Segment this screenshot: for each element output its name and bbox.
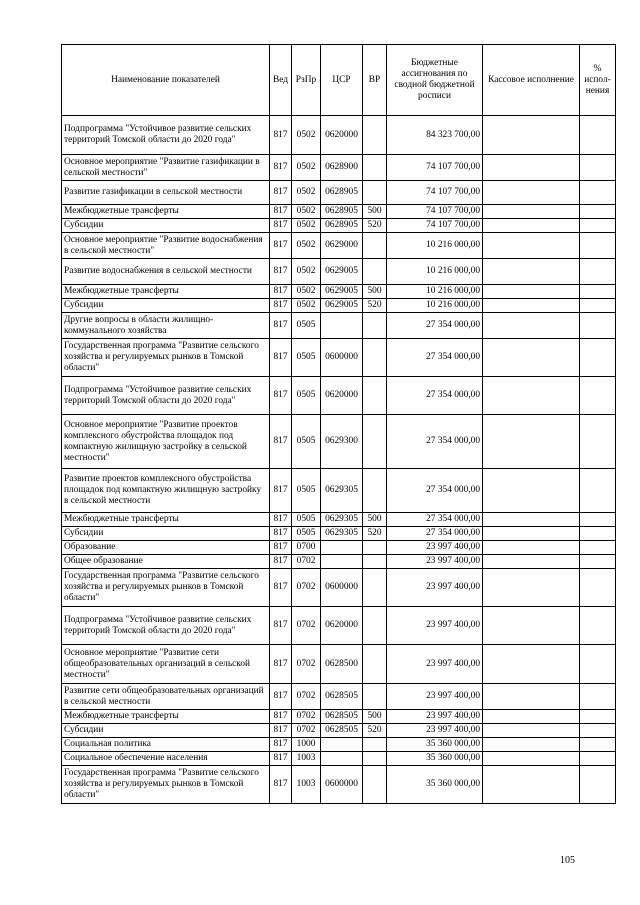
- row-rzpr-cell: 0702: [292, 645, 321, 684]
- row-rzpr-cell: 0502: [292, 259, 321, 285]
- header-ved: Вед: [270, 45, 292, 116]
- row-csr-cell: [321, 313, 363, 339]
- row-csr-cell: 0629300: [321, 415, 363, 469]
- table-row: [62, 684, 616, 710]
- row-percent-cell: [580, 219, 616, 233]
- row-ved-cell: 817: [270, 155, 292, 181]
- row-name-cell: Государственная программа "Развитие сельского хозяйства и регулируемых рынков в Томской области": [62, 339, 270, 377]
- row-rzpr-cell: 0702: [292, 724, 321, 738]
- row-amount-cell: 35 360 000,00: [387, 766, 483, 804]
- row-csr-cell: 0628505: [321, 710, 363, 724]
- row-cash-cell: [483, 155, 580, 181]
- row-vr-cell: 520: [363, 527, 387, 541]
- row-vr-cell: [363, 684, 387, 710]
- row-amount-cell: 23 997 400,00: [387, 724, 483, 738]
- row-ved-cell: 817: [270, 299, 292, 313]
- row-vr-cell: [363, 116, 387, 155]
- row-ved-cell: 817: [270, 259, 292, 285]
- row-percent-cell: [580, 205, 616, 219]
- row-name-cell: Государственная программа "Развитие сельского хозяйства и регулируемых рынков в Томской области": [62, 569, 270, 607]
- row-csr-cell: 0629000: [321, 233, 363, 259]
- row-vr-cell: [363, 469, 387, 513]
- row-name-cell: Основное мероприятие "Развитие сети общеобразовательных организаций в сельской местности": [62, 645, 270, 684]
- header-percent: % испол-нения: [580, 45, 616, 116]
- row-amount-cell: 10 216 000,00: [387, 233, 483, 259]
- row-name-cell: Развитие водоснабжения в сельской местности: [62, 259, 270, 285]
- row-rzpr-cell: 1003: [292, 766, 321, 804]
- row-rzpr-cell: 0502: [292, 219, 321, 233]
- row-vr-cell: [363, 339, 387, 377]
- row-ved-cell: 817: [270, 752, 292, 766]
- row-cash-cell: [483, 710, 580, 724]
- row-csr-cell: 0628500: [321, 645, 363, 684]
- row-percent-cell: [580, 469, 616, 513]
- row-csr-cell: 0629005: [321, 259, 363, 285]
- row-vr-cell: [363, 155, 387, 181]
- row-rzpr-cell: 0502: [292, 233, 321, 259]
- row-name-cell: Межбюджетные трансферты: [62, 205, 270, 219]
- row-percent-cell: [580, 555, 616, 569]
- row-cash-cell: [483, 607, 580, 645]
- row-ved-cell: 817: [270, 377, 292, 415]
- row-amount-cell: 27 354 000,00: [387, 313, 483, 339]
- row-percent-cell: [580, 766, 616, 804]
- row-percent-cell: [580, 155, 616, 181]
- row-ved-cell: 817: [270, 555, 292, 569]
- table-row: [62, 569, 616, 607]
- row-csr-cell: [321, 555, 363, 569]
- row-cash-cell: [483, 259, 580, 285]
- row-cash-cell: [483, 313, 580, 339]
- table-row: [62, 377, 616, 415]
- row-csr-cell: 0620000: [321, 607, 363, 645]
- row-name-cell: Развитие газификации в сельской местности: [62, 181, 270, 205]
- header-vr: ВР: [363, 45, 387, 116]
- row-rzpr-cell: 1000: [292, 738, 321, 752]
- row-percent-cell: [580, 645, 616, 684]
- row-name-cell: Социальная политика: [62, 738, 270, 752]
- row-percent-cell: [580, 752, 616, 766]
- row-csr-cell: 0628905: [321, 205, 363, 219]
- row-csr-cell: 0629305: [321, 527, 363, 541]
- row-percent-cell: [580, 513, 616, 527]
- row-percent-cell: [580, 259, 616, 285]
- row-cash-cell: [483, 752, 580, 766]
- row-cash-cell: [483, 724, 580, 738]
- row-cash-cell: [483, 645, 580, 684]
- row-name-cell: Подпрограмма "Устойчивое развитие сельских территорий Томской области до 2020 года": [62, 607, 270, 645]
- row-ved-cell: 817: [270, 710, 292, 724]
- row-amount-cell: 23 997 400,00: [387, 710, 483, 724]
- row-csr-cell: 0628505: [321, 724, 363, 738]
- row-ved-cell: 817: [270, 205, 292, 219]
- row-vr-cell: [363, 541, 387, 555]
- row-csr-cell: 0629305: [321, 469, 363, 513]
- row-rzpr-cell: 0502: [292, 285, 321, 299]
- row-vr-cell: [363, 259, 387, 285]
- table-row: [62, 299, 616, 313]
- row-rzpr-cell: 0502: [292, 116, 321, 155]
- row-ved-cell: 817: [270, 607, 292, 645]
- header-csr: ЦСР: [321, 45, 363, 116]
- row-amount-cell: 23 997 400,00: [387, 684, 483, 710]
- table-row: [62, 645, 616, 684]
- row-ved-cell: 817: [270, 339, 292, 377]
- row-vr-cell: [363, 233, 387, 259]
- row-csr-cell: [321, 738, 363, 752]
- row-amount-cell: 23 997 400,00: [387, 607, 483, 645]
- table-row: [62, 181, 616, 205]
- row-percent-cell: [580, 684, 616, 710]
- table-row: [62, 752, 616, 766]
- row-cash-cell: [483, 299, 580, 313]
- row-cash-cell: [483, 541, 580, 555]
- row-vr-cell: 500: [363, 205, 387, 219]
- row-amount-cell: 74 107 700,00: [387, 181, 483, 205]
- row-percent-cell: [580, 377, 616, 415]
- row-ved-cell: 817: [270, 181, 292, 205]
- row-name-cell: Межбюджетные трансферты: [62, 710, 270, 724]
- row-vr-cell: [363, 752, 387, 766]
- row-cash-cell: [483, 766, 580, 804]
- table-row: [62, 155, 616, 181]
- table-row: [62, 469, 616, 513]
- row-ved-cell: 817: [270, 645, 292, 684]
- table-row: [62, 233, 616, 259]
- row-name-cell: Основное мероприятие "Развитие газификации в сельской местности": [62, 155, 270, 181]
- row-rzpr-cell: 0700: [292, 541, 321, 555]
- row-amount-cell: 35 360 000,00: [387, 752, 483, 766]
- row-percent-cell: [580, 569, 616, 607]
- row-ved-cell: 817: [270, 469, 292, 513]
- row-csr-cell: 0620000: [321, 377, 363, 415]
- row-name-cell: Субсидии: [62, 527, 270, 541]
- row-cash-cell: [483, 116, 580, 155]
- row-name-cell: Межбюджетные трансферты: [62, 513, 270, 527]
- row-csr-cell: 0628505: [321, 684, 363, 710]
- header-budget: Бюджетные ассигнования по сводной бюджетной росписи: [387, 45, 483, 116]
- table-row: [62, 555, 616, 569]
- row-vr-cell: [363, 313, 387, 339]
- row-name-cell: Основное мероприятие "Развитие водоснабжения в сельской местности": [62, 233, 270, 259]
- row-cash-cell: [483, 285, 580, 299]
- table-row: [62, 415, 616, 469]
- table-row: [62, 607, 616, 645]
- row-cash-cell: [483, 684, 580, 710]
- row-vr-cell: 500: [363, 710, 387, 724]
- row-percent-cell: [580, 339, 616, 377]
- row-name-cell: Субсидии: [62, 219, 270, 233]
- row-percent-cell: [580, 607, 616, 645]
- row-name-cell: Подпрограмма "Устойчивое развитие сельских территорий Томской области до 2020 года": [62, 116, 270, 155]
- row-name-cell: Общее образование: [62, 555, 270, 569]
- row-amount-cell: 23 997 400,00: [387, 541, 483, 555]
- row-csr-cell: [321, 541, 363, 555]
- row-ved-cell: 817: [270, 541, 292, 555]
- row-amount-cell: 23 997 400,00: [387, 645, 483, 684]
- row-name-cell: Образование: [62, 541, 270, 555]
- row-vr-cell: [363, 607, 387, 645]
- row-cash-cell: [483, 555, 580, 569]
- row-rzpr-cell: 0702: [292, 710, 321, 724]
- row-percent-cell: [580, 181, 616, 205]
- row-rzpr-cell: 0502: [292, 299, 321, 313]
- row-csr-cell: 0620000: [321, 116, 363, 155]
- row-csr-cell: 0600000: [321, 339, 363, 377]
- row-name-cell: Субсидии: [62, 299, 270, 313]
- row-vr-cell: 520: [363, 219, 387, 233]
- row-csr-cell: 0629305: [321, 513, 363, 527]
- row-amount-cell: 84 323 700,00: [387, 116, 483, 155]
- row-rzpr-cell: 0702: [292, 555, 321, 569]
- row-cash-cell: [483, 569, 580, 607]
- row-percent-cell: [580, 541, 616, 555]
- row-vr-cell: 520: [363, 299, 387, 313]
- row-vr-cell: [363, 569, 387, 607]
- row-amount-cell: 10 216 000,00: [387, 259, 483, 285]
- row-percent-cell: [580, 724, 616, 738]
- row-name-cell: Государственная программа "Развитие сельского хозяйства и регулируемых рынков в Томской области": [62, 766, 270, 804]
- row-vr-cell: [363, 555, 387, 569]
- row-amount-cell: 23 997 400,00: [387, 555, 483, 569]
- header-cash: Кассовое исполнение: [483, 45, 580, 116]
- row-ved-cell: 817: [270, 233, 292, 259]
- row-rzpr-cell: 0702: [292, 607, 321, 645]
- row-cash-cell: [483, 527, 580, 541]
- table-header-row: [62, 45, 616, 116]
- row-csr-cell: 0629005: [321, 299, 363, 313]
- table-row: [62, 219, 616, 233]
- row-name-cell: Межбюджетные трансферты: [62, 285, 270, 299]
- row-csr-cell: 0628905: [321, 181, 363, 205]
- row-amount-cell: 27 354 000,00: [387, 513, 483, 527]
- table-row: [62, 527, 616, 541]
- table-row: [62, 116, 616, 155]
- table-row: [62, 724, 616, 738]
- row-cash-cell: [483, 233, 580, 259]
- row-csr-cell: 0629005: [321, 285, 363, 299]
- row-ved-cell: 817: [270, 415, 292, 469]
- row-amount-cell: 10 216 000,00: [387, 285, 483, 299]
- row-ved-cell: 817: [270, 513, 292, 527]
- row-rzpr-cell: 0505: [292, 513, 321, 527]
- row-amount-cell: 10 216 000,00: [387, 299, 483, 313]
- row-percent-cell: [580, 299, 616, 313]
- row-rzpr-cell: 0702: [292, 684, 321, 710]
- row-ved-cell: 817: [270, 285, 292, 299]
- row-ved-cell: 817: [270, 738, 292, 752]
- row-amount-cell: 35 360 000,00: [387, 738, 483, 752]
- row-cash-cell: [483, 738, 580, 752]
- table-row: [62, 285, 616, 299]
- row-ved-cell: 817: [270, 569, 292, 607]
- row-rzpr-cell: 0502: [292, 181, 321, 205]
- row-vr-cell: [363, 738, 387, 752]
- row-percent-cell: [580, 285, 616, 299]
- row-ved-cell: 817: [270, 724, 292, 738]
- row-cash-cell: [483, 181, 580, 205]
- row-name-cell: Развитие сети общеобразовательных организаций в сельской местности: [62, 684, 270, 710]
- table-row: [62, 710, 616, 724]
- row-amount-cell: 27 354 000,00: [387, 415, 483, 469]
- row-vr-cell: 500: [363, 285, 387, 299]
- row-percent-cell: [580, 233, 616, 259]
- row-cash-cell: [483, 415, 580, 469]
- table-row: [62, 313, 616, 339]
- row-name-cell: Социальное обеспечение населения: [62, 752, 270, 766]
- row-ved-cell: 817: [270, 313, 292, 339]
- row-rzpr-cell: 0505: [292, 377, 321, 415]
- header-rzpr: РзПр: [292, 45, 321, 116]
- row-percent-cell: [580, 738, 616, 752]
- row-amount-cell: 27 354 000,00: [387, 339, 483, 377]
- row-vr-cell: [363, 415, 387, 469]
- row-vr-cell: 500: [363, 513, 387, 527]
- row-rzpr-cell: 0505: [292, 527, 321, 541]
- row-cash-cell: [483, 219, 580, 233]
- table-row: [62, 339, 616, 377]
- row-vr-cell: [363, 377, 387, 415]
- row-name-cell: Развитие проектов комплексного обустройства площадок под компактную жилищную застройку в сельской местности: [62, 469, 270, 513]
- row-csr-cell: [321, 752, 363, 766]
- row-amount-cell: 27 354 000,00: [387, 527, 483, 541]
- row-amount-cell: 23 997 400,00: [387, 569, 483, 607]
- row-percent-cell: [580, 313, 616, 339]
- row-amount-cell: 74 107 700,00: [387, 155, 483, 181]
- table-row: [62, 259, 616, 285]
- row-csr-cell: 0600000: [321, 766, 363, 804]
- row-rzpr-cell: 0505: [292, 415, 321, 469]
- row-percent-cell: [580, 116, 616, 155]
- row-vr-cell: [363, 766, 387, 804]
- header-name: Наименование показателей: [62, 45, 270, 116]
- row-amount-cell: 27 354 000,00: [387, 469, 483, 513]
- table-body: [62, 116, 616, 804]
- row-amount-cell: 27 354 000,00: [387, 377, 483, 415]
- table-row: [62, 766, 616, 804]
- row-vr-cell: 520: [363, 724, 387, 738]
- row-rzpr-cell: 0505: [292, 469, 321, 513]
- row-ved-cell: 817: [270, 219, 292, 233]
- row-name-cell: Другие вопросы в области жилищно-коммунального хозяйства: [62, 313, 270, 339]
- row-vr-cell: [363, 645, 387, 684]
- row-amount-cell: 74 107 700,00: [387, 219, 483, 233]
- row-csr-cell: 0628900: [321, 155, 363, 181]
- row-ved-cell: 817: [270, 766, 292, 804]
- row-rzpr-cell: 0505: [292, 339, 321, 377]
- row-rzpr-cell: 0702: [292, 569, 321, 607]
- row-rzpr-cell: 0502: [292, 155, 321, 181]
- row-name-cell: Подпрограмма "Устойчивое развитие сельских территорий Томской области до 2020 года": [62, 377, 270, 415]
- table-row: [62, 205, 616, 219]
- row-percent-cell: [580, 415, 616, 469]
- row-csr-cell: 0600000: [321, 569, 363, 607]
- row-cash-cell: [483, 205, 580, 219]
- row-percent-cell: [580, 527, 616, 541]
- row-ved-cell: 817: [270, 527, 292, 541]
- row-cash-cell: [483, 377, 580, 415]
- row-amount-cell: 74 107 700,00: [387, 205, 483, 219]
- row-vr-cell: [363, 181, 387, 205]
- table-row: [62, 513, 616, 527]
- row-percent-cell: [580, 710, 616, 724]
- row-csr-cell: 0628905: [321, 219, 363, 233]
- row-cash-cell: [483, 513, 580, 527]
- row-cash-cell: [483, 339, 580, 377]
- row-rzpr-cell: 1003: [292, 752, 321, 766]
- table-row: [62, 738, 616, 752]
- row-name-cell: Основное мероприятие "Развитие проектов комплексного обустройства площадок под компактную жилищную застройку в сельской местности": [62, 415, 270, 469]
- row-cash-cell: [483, 469, 580, 513]
- row-rzpr-cell: 0505: [292, 313, 321, 339]
- budget-table: [61, 44, 616, 804]
- row-name-cell: Субсидии: [62, 724, 270, 738]
- row-ved-cell: 817: [270, 116, 292, 155]
- row-rzpr-cell: 0502: [292, 205, 321, 219]
- page-number: 105: [560, 855, 575, 866]
- row-ved-cell: 817: [270, 684, 292, 710]
- table-row: [62, 541, 616, 555]
